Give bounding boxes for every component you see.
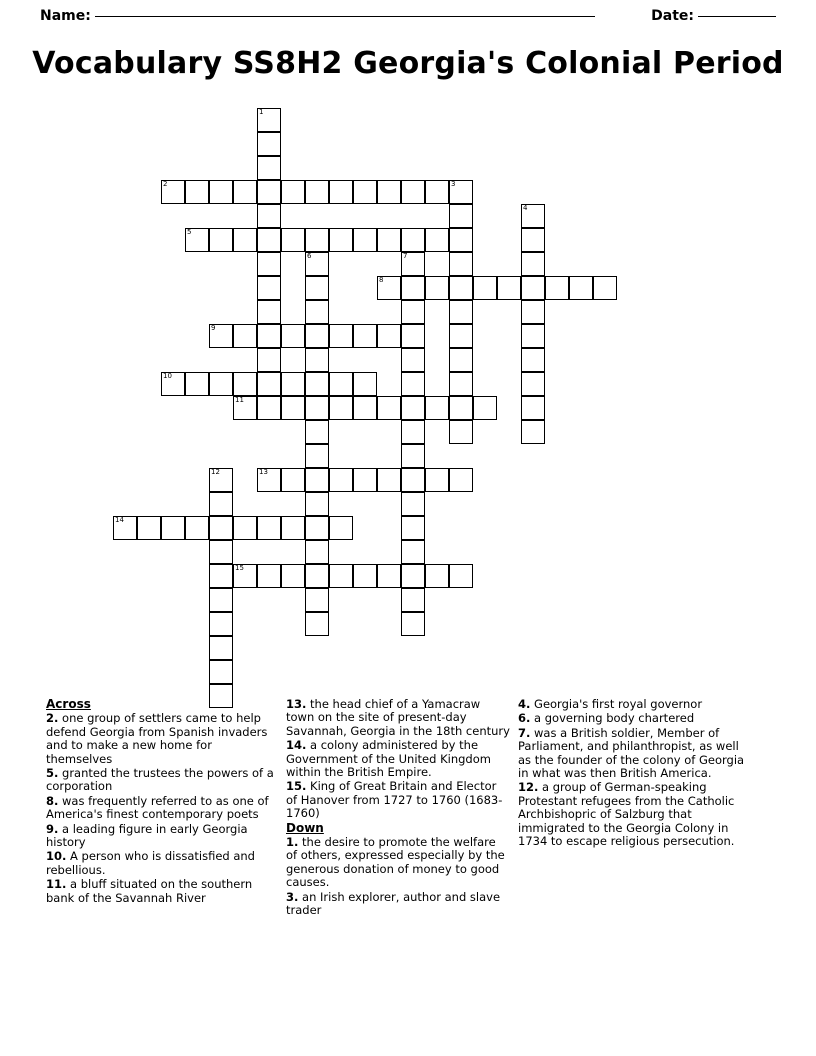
clue-number: 7. (518, 725, 531, 740)
crossword-cell[interactable] (305, 324, 329, 348)
crossword-cell[interactable] (305, 372, 329, 396)
crossword-cell[interactable] (209, 492, 233, 516)
crossword-cell[interactable] (257, 180, 281, 204)
crossword-cell[interactable] (305, 276, 329, 300)
crossword-cell[interactable] (305, 396, 329, 420)
crossword-cell[interactable] (449, 396, 473, 420)
crossword-cell[interactable] (257, 252, 281, 276)
crossword-cell[interactable] (305, 180, 329, 204)
crossword-cell[interactable] (257, 348, 281, 372)
crossword-cell[interactable] (305, 420, 329, 444)
clue-text: granted the trustees the powers of a corporation (46, 766, 274, 794)
crossword-cell[interactable] (449, 468, 473, 492)
crossword-cell[interactable] (233, 180, 257, 204)
crossword-cell[interactable] (521, 348, 545, 372)
down-heading: Down (286, 820, 324, 835)
name-field-group (40, 8, 595, 24)
crossword-cell[interactable] (377, 564, 401, 588)
cell-number: 11 (235, 396, 244, 404)
crossword-cell[interactable] (449, 228, 473, 252)
clue-text: an Irish explorer, author and slave trader (286, 889, 501, 918)
crossword-cell[interactable] (185, 372, 209, 396)
crossword-cell[interactable] (305, 252, 329, 276)
crossword-cell[interactable] (257, 468, 281, 492)
crossword-cell[interactable] (209, 468, 233, 492)
cell-number: 7 (403, 252, 408, 260)
crossword-cell[interactable] (137, 516, 161, 540)
crossword-cell[interactable] (377, 396, 401, 420)
crossword-cell[interactable] (401, 516, 425, 540)
page-title: Vocabulary SS8H2 Georgia's Colonial Period (32, 46, 784, 81)
clue-number: 2. (46, 711, 59, 726)
cell-number: 14 (115, 516, 124, 524)
crossword-cell[interactable] (473, 396, 497, 420)
crossword-cell[interactable] (305, 468, 329, 492)
clue-number: 8. (46, 793, 59, 808)
clue-across-5 (46, 767, 278, 794)
crossword-cell[interactable] (401, 420, 425, 444)
clue-number: 9. (46, 821, 59, 836)
crossword-cell[interactable] (281, 564, 305, 588)
crossword-cell[interactable] (329, 396, 353, 420)
clue-across-11 (46, 878, 278, 905)
cell-number: 2 (163, 180, 168, 188)
crossword-cell[interactable] (257, 516, 281, 540)
crossword-cell[interactable] (353, 228, 377, 252)
date-field-group (651, 8, 776, 24)
crossword-cell[interactable] (353, 468, 377, 492)
crossword-cell[interactable] (521, 372, 545, 396)
crossword-cell[interactable] (425, 564, 449, 588)
crossword-cell[interactable] (401, 492, 425, 516)
clue-number: 3. (286, 889, 299, 904)
clue-across-9 (46, 823, 278, 850)
crossword-cell[interactable] (185, 228, 209, 252)
crossword-cell[interactable] (257, 396, 281, 420)
crossword-cell[interactable] (521, 396, 545, 420)
crossword-cell[interactable] (353, 372, 377, 396)
crossword-cell[interactable] (257, 204, 281, 228)
crossword-cell[interactable] (449, 204, 473, 228)
clue-text: one group of settlers came to help defend Georgia from Spanish invaders and to make a new home for themselves (46, 711, 268, 766)
cell-number: 4 (523, 204, 528, 212)
crossword-cell[interactable] (305, 348, 329, 372)
crossword-cell[interactable] (401, 324, 425, 348)
crossword-cell[interactable] (353, 564, 377, 588)
clue-across-13 (286, 698, 510, 738)
crossword-cell[interactable] (281, 372, 305, 396)
clues-section (46, 698, 770, 919)
crossword-cell[interactable] (281, 324, 305, 348)
crossword-cell[interactable] (401, 180, 425, 204)
crossword-cell[interactable] (521, 420, 545, 444)
crossword-cell[interactable] (521, 204, 545, 228)
crossword-cell[interactable] (353, 324, 377, 348)
cell-number: 13 (259, 468, 268, 476)
clue-text: was frequently referred to as one of America's finest contemporary poets (46, 793, 269, 822)
crossword-cell[interactable] (209, 180, 233, 204)
crossword-cell[interactable] (449, 420, 473, 444)
crossword-cell[interactable] (209, 372, 233, 396)
crossword-cell[interactable] (449, 180, 473, 204)
clue-across-15 (286, 780, 510, 820)
crossword-cell[interactable] (257, 300, 281, 324)
cell-number: 9 (211, 324, 216, 332)
clue-number: 13. (286, 697, 307, 711)
crossword-cell[interactable] (257, 372, 281, 396)
crossword-cell[interactable] (425, 468, 449, 492)
crossword-cell[interactable] (305, 564, 329, 588)
crossword-cell[interactable] (569, 276, 593, 300)
crossword-cell[interactable] (305, 516, 329, 540)
crossword-cell[interactable] (449, 252, 473, 276)
crossword-cell[interactable] (161, 516, 185, 540)
crossword-cell[interactable] (209, 540, 233, 564)
crossword-cell[interactable] (161, 180, 185, 204)
crossword-cell[interactable] (209, 636, 233, 660)
crossword-cell[interactable] (257, 276, 281, 300)
crossword-cell[interactable] (425, 228, 449, 252)
crossword-cell[interactable] (257, 108, 281, 132)
crossword-cell[interactable] (401, 348, 425, 372)
clue-across-10 (46, 850, 278, 877)
crossword-cell[interactable] (209, 612, 233, 636)
clue-down-12 (518, 781, 755, 848)
clue-number: 5. (46, 766, 59, 781)
cell-number: 12 (211, 468, 220, 476)
clue-number: 15. (286, 779, 307, 794)
name-label: Name: (40, 8, 91, 24)
crossword-cell[interactable] (449, 276, 473, 300)
crossword-cell[interactable] (233, 228, 257, 252)
crossword-cell[interactable] (401, 252, 425, 276)
crossword-cell[interactable] (377, 324, 401, 348)
crossword-cell[interactable] (449, 348, 473, 372)
crossword-cell[interactable] (209, 516, 233, 540)
crossword-cell[interactable] (473, 276, 497, 300)
crossword-cell[interactable] (401, 564, 425, 588)
crossword-cell[interactable] (209, 564, 233, 588)
crossword-cell[interactable] (257, 156, 281, 180)
clue-number: 14. (286, 738, 307, 753)
crossword-cell[interactable] (401, 588, 425, 612)
crossword-cell[interactable] (449, 372, 473, 396)
crossword-cell[interactable] (233, 516, 257, 540)
crossword-cell[interactable] (305, 444, 329, 468)
clue-text: the desire to promote the welfare of others, expressed especially by the generous donation of money to good causes. (286, 835, 505, 890)
crossword-cell[interactable] (281, 396, 305, 420)
header-row (40, 8, 776, 24)
crossword-cell[interactable] (281, 516, 305, 540)
crossword-cell[interactable] (305, 540, 329, 564)
clue-across-14 (286, 739, 510, 779)
clue-text: a leading figure in early Georgia history (46, 821, 248, 850)
crossword-cell[interactable] (209, 324, 233, 348)
crossword-cell[interactable] (377, 180, 401, 204)
cell-number: 5 (187, 228, 192, 236)
clue-text: the head chief of a Yamacraw town on the site of present-day Savannah, Georgia in the 18th century (286, 697, 510, 738)
clue-down-4 (518, 698, 755, 711)
crossword-cell[interactable] (185, 180, 209, 204)
clue-across-2 (46, 712, 278, 766)
clue-down-7 (518, 727, 755, 781)
crossword-cell[interactable] (401, 300, 425, 324)
crossword-cell[interactable] (353, 180, 377, 204)
cell-number: 10 (163, 372, 172, 380)
crossword-cell[interactable] (329, 180, 353, 204)
crossword-cell[interactable] (521, 324, 545, 348)
crossword-cell[interactable] (329, 564, 353, 588)
crossword-cell[interactable] (353, 396, 377, 420)
clue-across-8 (46, 795, 278, 822)
crossword-cell[interactable] (305, 300, 329, 324)
crossword-cell[interactable] (521, 300, 545, 324)
clue-text: a bluff situated on the southern bank of the Savannah River (46, 877, 253, 905)
clue-column-2 (286, 698, 518, 919)
crossword-cell[interactable] (305, 612, 329, 636)
date-label: Date: (651, 8, 694, 24)
crossword-cell[interactable] (185, 516, 209, 540)
crossword-cell[interactable] (401, 540, 425, 564)
clue-column-3 (518, 698, 763, 919)
crossword-cell[interactable] (521, 228, 545, 252)
name-input-line[interactable] (95, 16, 595, 17)
crossword-cell[interactable] (281, 180, 305, 204)
clue-number: 1. (286, 835, 299, 850)
clue-text: was a British soldier, Member of Parliament, and philanthropist, as well as the founder of the colony of Georgia in what was then British America. (518, 725, 745, 781)
cell-number: 3 (451, 180, 456, 188)
cell-number: 15 (235, 564, 244, 572)
crossword-cell[interactable] (257, 564, 281, 588)
clue-text: Georgia's first royal governor (534, 697, 703, 711)
crossword-cell[interactable] (377, 276, 401, 300)
clue-down-3 (286, 891, 510, 918)
clue-number: 4. (518, 697, 531, 711)
date-input-line[interactable] (698, 16, 776, 17)
crossword-cell[interactable] (257, 228, 281, 252)
crossword-cell[interactable] (329, 516, 353, 540)
crossword-cell[interactable] (521, 252, 545, 276)
crossword-cell[interactable] (281, 228, 305, 252)
clue-text: a colony administered by the Government of the United Kingdom within the British Empire. (286, 738, 491, 780)
clue-column-1 (46, 698, 286, 919)
crossword-cell[interactable] (425, 396, 449, 420)
crossword-cell[interactable] (209, 588, 233, 612)
crossword-cell[interactable] (305, 492, 329, 516)
crossword-cell[interactable] (209, 228, 233, 252)
crossword-grid-area (0, 108, 816, 698)
crossword-cell[interactable] (233, 564, 257, 588)
crossword-cell[interactable] (449, 564, 473, 588)
crossword-cell[interactable] (233, 324, 257, 348)
crossword-cell[interactable] (329, 468, 353, 492)
crossword-cell[interactable] (401, 444, 425, 468)
crossword-cell[interactable] (521, 276, 545, 300)
crossword-cell[interactable] (449, 300, 473, 324)
clue-text: a governing body chartered (534, 711, 695, 726)
crossword-cell[interactable] (161, 372, 185, 396)
cell-number: 1 (259, 108, 264, 116)
crossword-cell[interactable] (281, 468, 305, 492)
clue-down-1 (286, 836, 510, 890)
crossword-cell[interactable] (449, 324, 473, 348)
crossword-cell[interactable] (257, 324, 281, 348)
clue-number: 12. (518, 780, 539, 795)
clue-down-6 (518, 712, 755, 725)
crossword-cell[interactable] (329, 324, 353, 348)
crossword-cell[interactable] (545, 276, 569, 300)
clue-number: 10. (46, 849, 67, 864)
crossword-cell[interactable] (209, 660, 233, 684)
crossword-cell[interactable] (401, 396, 425, 420)
crossword-cell[interactable] (329, 372, 353, 396)
crossword-cell[interactable] (377, 468, 401, 492)
crossword-cell[interactable] (401, 276, 425, 300)
clue-text: a group of German-speaking Protestant refugees from the Catholic Archbishopric of Salzburg that immigrated to the Georgia Colony in 1734 to escape religious persecution. (518, 780, 735, 849)
clue-number: 6. (518, 711, 531, 726)
crossword-cell[interactable] (401, 612, 425, 636)
crossword-cell[interactable] (425, 180, 449, 204)
cell-number: 8 (379, 276, 384, 284)
crossword-cell[interactable] (113, 516, 137, 540)
crossword-cell[interactable] (425, 276, 449, 300)
crossword-cell[interactable] (401, 228, 425, 252)
crossword-cell[interactable] (305, 228, 329, 252)
clue-text: King of Great Britain and Elector of Hanover from 1727 to 1760 (1683-1760) (286, 779, 503, 821)
crossword-cell[interactable] (233, 372, 257, 396)
clue-number: 11. (46, 877, 67, 892)
crossword-cell[interactable] (593, 276, 617, 300)
crossword-cell[interactable] (305, 588, 329, 612)
crossword-cell[interactable] (401, 372, 425, 396)
crossword-cell[interactable] (401, 468, 425, 492)
crossword-cell[interactable] (257, 132, 281, 156)
crossword-cell[interactable] (497, 276, 521, 300)
clue-text: A person who is dissatisfied and rebellious. (46, 849, 255, 877)
cell-number: 6 (307, 252, 312, 260)
crossword-cell[interactable] (329, 228, 353, 252)
across-heading: Across (46, 697, 91, 711)
crossword-cell[interactable] (377, 228, 401, 252)
crossword-cell[interactable] (233, 396, 257, 420)
